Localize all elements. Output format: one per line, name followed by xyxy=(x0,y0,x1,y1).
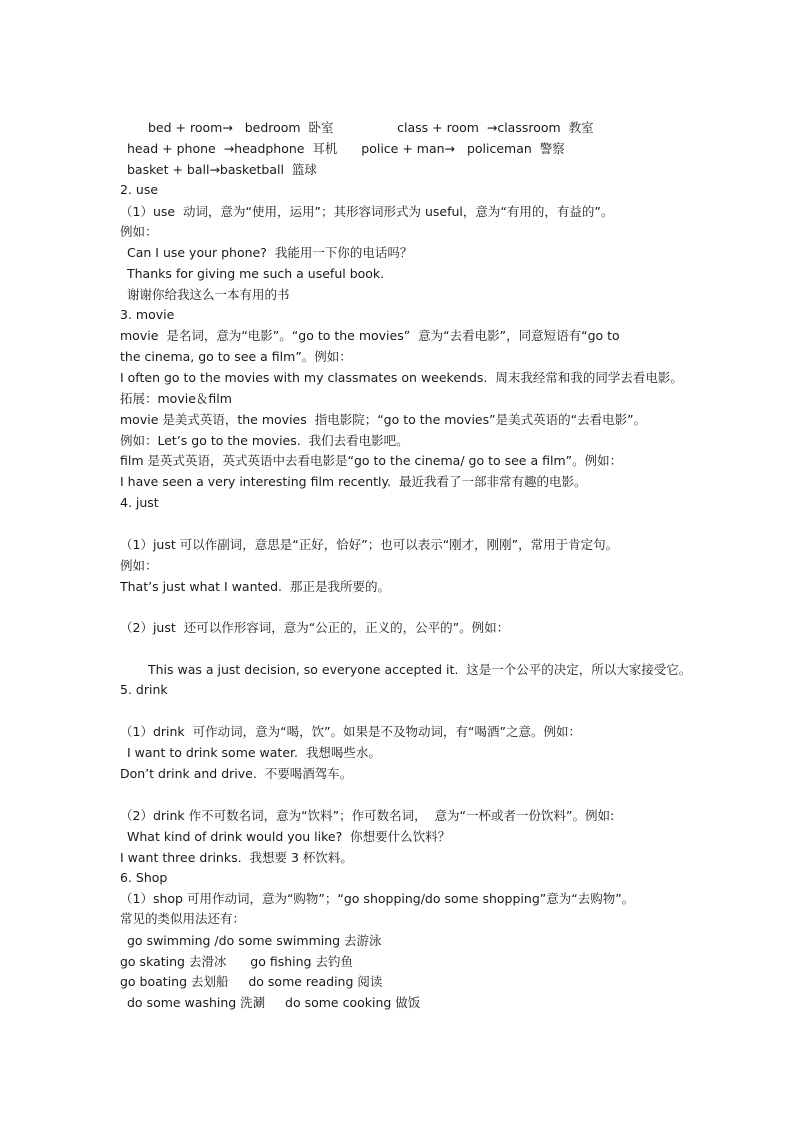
example-label: 例如： xyxy=(120,558,158,573)
drink-verb-explanation: （1）drink 可作动词，意为“喝，饮”。如果是不及物动词，有“喝酒”之意。例如： xyxy=(120,724,582,739)
film-example: I have seen a very interesting film recently. 最近我看了一部非常有趣的电影。 xyxy=(120,474,587,489)
example-label: 例如： xyxy=(120,224,158,239)
drink-noun-example-2: I want three drinks. 我想要 3 杯饮料。 xyxy=(120,850,353,865)
usage-example-skating-fishing: go skating 去滑冰 go fishing 去钓鱼 xyxy=(120,954,353,969)
movie-example: I often go to the movies with my classmates on weekends. 周末我经常和我的同学去看电影。 xyxy=(120,370,683,385)
drink-noun-example-1: What kind of drink would you like? 你想要什么饮料？ xyxy=(127,829,451,844)
word-formation-line-2: head + phone →headphone 耳机 police + man→ policeman 警察 xyxy=(127,141,565,156)
just-adjective-example: This was a just decision, so everyone accepted it. 这是一个公平的决定，所以大家接受它。 xyxy=(148,662,692,677)
movie-american-example: 例如：Let’s go to the movies. 我们去看电影吧。 xyxy=(120,433,409,448)
movie-explanation-1: movie 是名词，意为“电影”。“go to the movies” 意为“去看电影”，同意短语有“go to xyxy=(120,328,620,343)
drink-verb-example-2: Don’t drink and drive. 不要喝酒驾车。 xyxy=(120,766,353,781)
word-formation-line-1: bed + room→ bedroom 卧室 class + room →classroom 教室 xyxy=(148,120,594,135)
section-heading-just: 4. just xyxy=(120,495,159,510)
shop-verb-explanation: （1）shop 可用作动词，意为“购物”；“go shopping/do some shopping”意为“去购物”。 xyxy=(120,891,635,906)
use-example-2-translation: 谢谢你给我这么一本有用的书 xyxy=(127,287,290,302)
drink-noun-explanation: （2）drink 作不可数名词，意为“饮料”；作可数名词， 意为“一杯或者一份饮料”。例如: xyxy=(120,808,615,823)
usage-example-washing-cooking: do some washing 洗涮 do some cooking 做饭 xyxy=(127,995,421,1010)
just-adverb-explanation: （1）just 可以作副词，意思是“正好，恰好”；也可以表示“刚才，刚刚”，常用于肯定句。 xyxy=(120,537,619,552)
just-adjective-explanation: （2）just 还可以作形容词，意为“公正的，正义的，公平的”。例如： xyxy=(120,620,510,635)
film-british-usage: film 是英式英语，英式英语中去看电影是“go to the cinema/ go to see a film”。例如： xyxy=(120,453,623,468)
section-heading-shop: 6. Shop xyxy=(120,870,168,885)
usage-example-swimming: go swimming /do some swimming 去游泳 xyxy=(127,933,382,948)
use-explanation: （1）use 动词，意为“使用，运用”；其形容词形式为 useful，意为“有用的，有益的”。 xyxy=(120,204,614,219)
movie-explanation-2: the cinema, go to see a film”。例如： xyxy=(120,349,352,364)
section-heading-use: 2. use xyxy=(120,182,159,197)
use-example-1: Can I use your phone? 我能用一下你的电话吗？ xyxy=(127,245,413,260)
use-example-2: Thanks for giving me such a useful book. xyxy=(127,266,385,281)
word-formation-line-3: basket + ball→basketball 篮球 xyxy=(127,162,317,177)
movie-extension-heading: 拓展：movie＆film xyxy=(120,391,232,406)
section-heading-movie: 3. movie xyxy=(120,307,175,322)
drink-verb-example-1: I want to drink some water. 我想喝些水。 xyxy=(127,745,381,760)
movie-american-usage: movie 是美式英语，the movies 指电影院；“go to the movies”是美式英语的“去看电影”。 xyxy=(120,412,647,427)
usage-example-boating-reading: go boating 去划船 do some reading 阅读 xyxy=(120,974,383,989)
just-adverb-example: That’s just what I wanted. 那正是我所要的。 xyxy=(120,579,390,594)
similar-usage-label: 常见的类似用法还有： xyxy=(120,911,246,926)
section-heading-drink: 5. drink xyxy=(120,682,168,697)
